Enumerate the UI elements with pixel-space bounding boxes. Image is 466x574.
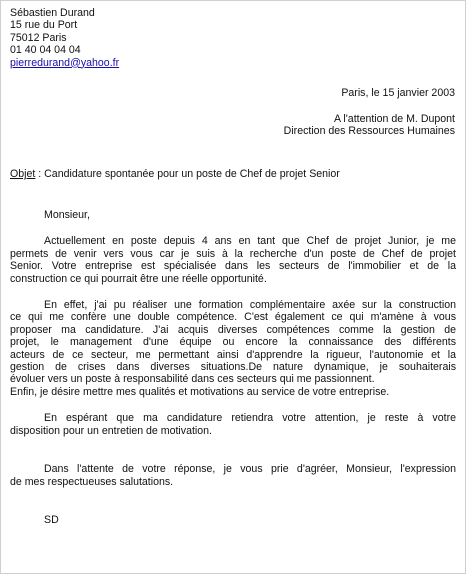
sender-phone: 01 40 04 04 04: [10, 44, 81, 57]
paragraph-line: disposition pour un entretien de motivation.: [10, 424, 212, 437]
paragraph-line: permets de venir vers vous car je suis à la recherche d'un poste de Chef de projet: [10, 247, 456, 260]
subject-label: Objet: [10, 168, 36, 180]
paragraph-line: proposer ma candidature. J'ai acquis diverses compétences comme la gestion de: [10, 323, 456, 336]
paragraph-3: [10, 412, 456, 437]
paragraph-line: En effet, j'ai pu réaliser une formation complémentaire axée sur la construction: [44, 299, 456, 312]
signature: SD: [44, 513, 59, 526]
letter-body: [10, 209, 456, 526]
sender-block: [10, 7, 119, 69]
recipient-block: [284, 113, 455, 138]
paragraph-line: Senior. Votre entreprise est spécialisée dans les secteurs de l'immobilier et de la: [10, 260, 456, 273]
paragraph-line: projet, le management d'une équipe ou encore la connaissance des différents: [10, 336, 456, 349]
sender-city: 75012 Paris: [10, 31, 67, 44]
subject-line: [10, 168, 340, 180]
recipient-department: Direction des Ressources Humaines: [283, 125, 455, 138]
paragraph-2: [10, 299, 456, 398]
paragraph-line: de mes respectueuses salutations.: [10, 475, 174, 488]
subject-text: : Candidature spontanée pour un poste de Chef de projet Senior: [35, 168, 340, 180]
paragraph-line: Actuellement en poste depuis 4 ans en tant que Chef de projet Junior, je me: [44, 235, 456, 248]
paragraph-line: acteurs de ce secteur, me permettant ainsi d'apprendre la rigueur, l'autonomie et la: [10, 348, 456, 361]
paragraph-line: ce qui me confère une double compétence. C'est également ce qui m'amène à vous: [10, 311, 456, 324]
paragraph-line: construction ce qui pourrait être une réelle opportunité.: [10, 272, 267, 285]
paragraph-1: [10, 235, 456, 285]
paragraph-line: évoluer vers un poste à responsabilité dans ces secteurs qui me passionnent.: [10, 373, 375, 386]
greeting: Monsieur,: [44, 209, 90, 221]
paragraph-line: En espérant que ma candidature retiendra votre attention, je reste à votre: [44, 412, 456, 425]
paragraph-4: [10, 463, 456, 488]
paragraph-line: gestion de crises dans diverses situations.De nature dynamique, je souhaiterais: [10, 361, 456, 374]
letter-date: Paris, le 15 janvier 2003: [341, 87, 455, 99]
paragraph-line: Enfin, je désire mettre mes qualités et motivations au service de votre entreprise.: [10, 385, 390, 398]
paragraph-line: Dans l'attente de votre réponse, je vous prie d'agréer, Monsieur, l'expression: [44, 463, 456, 476]
sender-street: 15 rue du Port: [10, 19, 78, 32]
sender-name: Sébastien Durand: [10, 7, 95, 19]
sender-email-link[interactable]: pierredurand@yahoo.fr: [10, 56, 120, 69]
recipient-attention: A l'attention de M. Dupont: [334, 113, 455, 125]
